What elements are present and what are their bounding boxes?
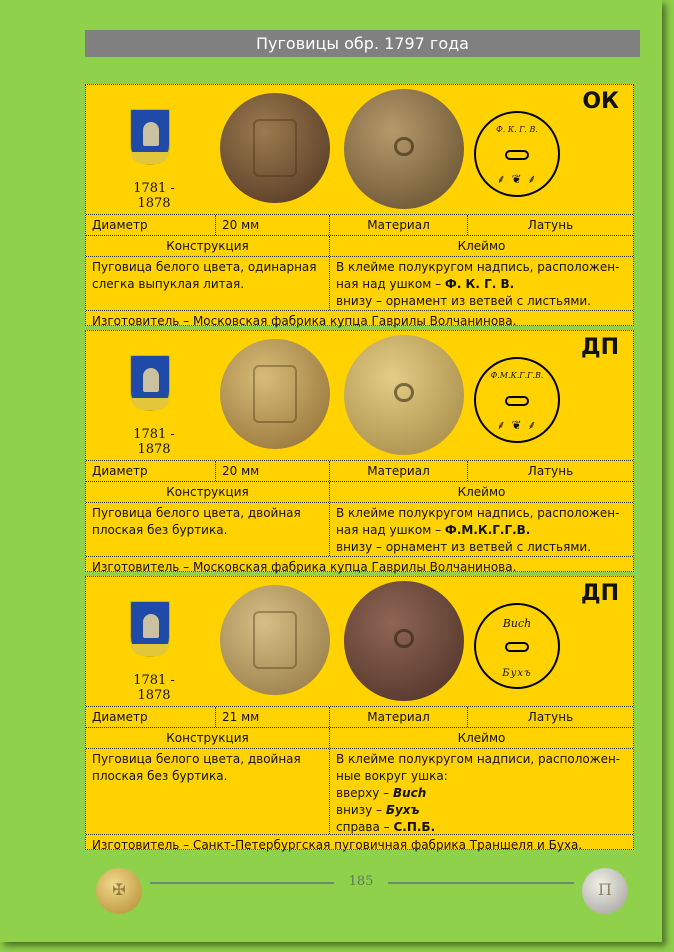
button-back-photo xyxy=(344,581,464,701)
button-front-photo xyxy=(220,585,330,695)
wreath-icon: ⸙ ❦ ⸙ xyxy=(496,172,538,186)
material-label: Материал xyxy=(330,461,468,481)
maker-text: Изготовитель – Санкт-Петербургская пуговичная фабрика Траншеля и Буха. xyxy=(92,838,583,852)
maker-text: Изготовитель – Московская фабрика купца Гаврилы Волчанинова. xyxy=(92,314,517,328)
diameter-label: Диаметр xyxy=(86,707,216,727)
button-card-3 xyxy=(85,576,634,850)
shank-slot-icon xyxy=(505,642,529,652)
stamp-text: Ф.М.К.Г.Г.В. xyxy=(490,371,544,380)
button-front-photo xyxy=(220,93,330,203)
stamp-label: Клеймо xyxy=(457,239,506,253)
years-label: 1781 - 1878 xyxy=(133,427,175,457)
button-back-photo xyxy=(344,335,464,455)
coat-of-arms-icon xyxy=(130,109,170,165)
footer-monogram-button-icon: П xyxy=(582,868,628,914)
page-title: Пуговицы обр. 1797 года xyxy=(85,30,640,57)
page-number: 185 xyxy=(348,874,374,889)
construction-label: Конструкция xyxy=(86,482,330,502)
stamp-description: В клейме полукругом надпись, расположен-ная над ушком – Ф.М.К.Г.Г.В. внизу – орнамент из ветвей с листьями. xyxy=(336,506,620,554)
footer-eagle-button-icon: ✠ xyxy=(96,868,142,914)
stamp-label: Клеймо xyxy=(457,731,506,745)
diameter-label: Диаметр xyxy=(86,461,216,481)
coat-of-arms-icon xyxy=(130,355,170,411)
stamp-diagram xyxy=(474,357,560,443)
card-images xyxy=(86,331,633,461)
stamp-text: Ф. К. Г. В. xyxy=(496,125,538,134)
construction-label: Конструкция xyxy=(86,728,330,748)
grade-label: ДП xyxy=(580,335,619,360)
maker-text: Изготовитель – Московская фабрика купца Гаврилы Волчанинова. xyxy=(92,560,517,574)
diameter-value: 20 мм xyxy=(216,461,330,481)
button-card-1 xyxy=(85,84,634,326)
wreath-icon: ⸙ ❦ ⸙ xyxy=(496,418,538,432)
diameter-label: Диаметр xyxy=(86,215,216,235)
stamp-diagram xyxy=(474,603,560,689)
years-label: 1781 - 1878 xyxy=(133,181,175,211)
stamp-label: Клеймо xyxy=(457,485,506,499)
stamp-text-top: Buch xyxy=(502,617,532,630)
material-value: Латунь xyxy=(527,464,574,478)
stamp-description: В клейме полукругом надпись, расположен-ная над ушком – Ф. К. Г. В. внизу – орнамент из ветвей с листьями. xyxy=(336,260,620,308)
grade-label: ДП xyxy=(580,581,619,606)
button-front-photo xyxy=(220,339,330,449)
construction-text: Пуговица белого цвета, двойная плоская без буртика. xyxy=(86,749,330,834)
construction-text: Пуговица белого цвета, двойная плоская без буртика. xyxy=(86,503,330,556)
shank-slot-icon xyxy=(505,396,529,406)
button-back-photo xyxy=(344,89,464,209)
material-label: Материал xyxy=(330,215,468,235)
footer-divider-left xyxy=(150,882,334,884)
diameter-value: 21 мм xyxy=(216,707,330,727)
stamp-description: В клейме полукругом надписи, расположен-ные вокруг ушка: вверху – Buch внизу – Бухъ справа – С.П.Б. xyxy=(336,752,621,834)
stamp-diagram xyxy=(474,111,560,197)
card-images xyxy=(86,577,633,707)
stamp-text-bottom: Бухъ xyxy=(502,668,532,679)
button-card-2 xyxy=(85,330,634,572)
diameter-value: 20 мм xyxy=(216,215,330,235)
footer-divider-right xyxy=(388,882,574,884)
construction-text: Пуговица белого цвета, одинарная слегка выпуклая литая. xyxy=(86,257,330,310)
card-images xyxy=(86,85,633,215)
material-value: Латунь xyxy=(527,710,574,724)
grade-label: ОК xyxy=(582,89,619,114)
material-label: Материал xyxy=(330,707,468,727)
years-label: 1781 - 1878 xyxy=(133,673,175,703)
shank-slot-icon xyxy=(505,150,529,160)
material-value: Латунь xyxy=(527,218,574,232)
coat-of-arms-icon xyxy=(130,601,170,657)
construction-label: Конструкция xyxy=(86,236,330,256)
